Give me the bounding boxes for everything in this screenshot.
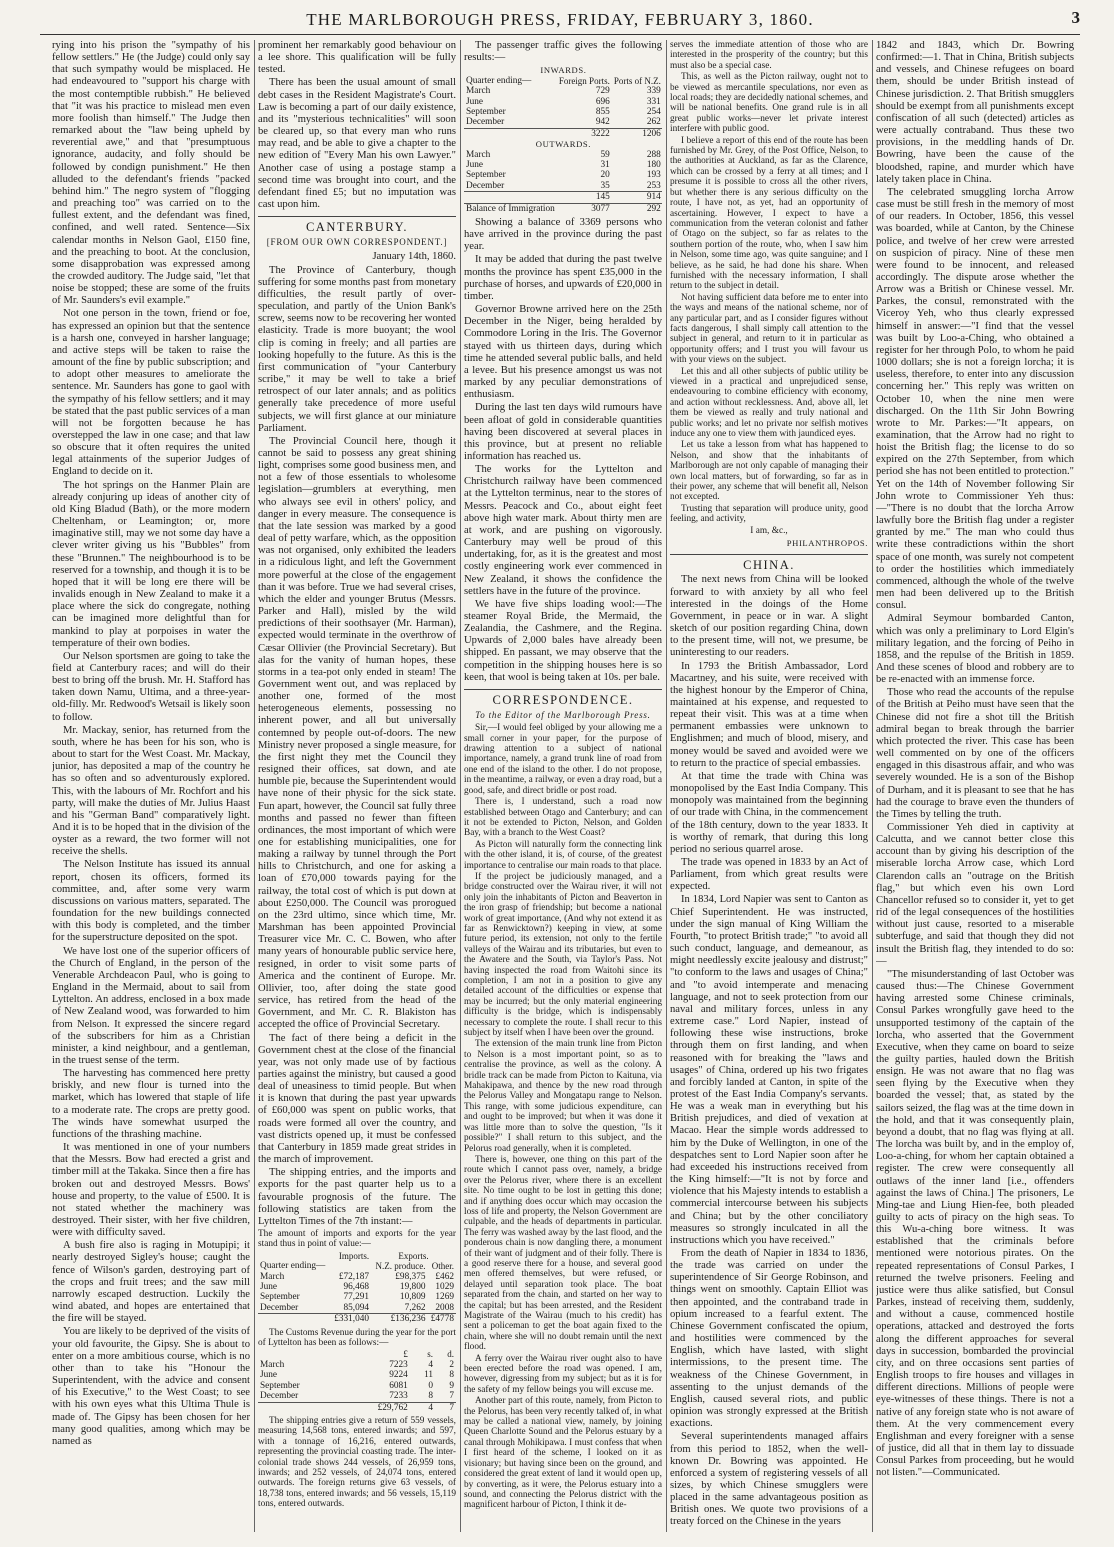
article-paragraph: The Province of Canterbury, though suffering for some months past from monetary difficulties, the result partly of over-speculation, and partly of the Union Bank's screw, seems now to be recovering her wonted elasticity. Trade is more buoyant; the wool clip is coming in freely; and all parties are looking hopefully to the future. As this is the first communication of "your Canterbury scribe," it may be well to take a brief retrospect of our later annals; and as politics generally take precedence of more useful subjects, we will first glance at our miniature Parliament.: [258, 264, 456, 434]
column-rule: [872, 40, 873, 1532]
table-row: September 855 254: [466, 106, 661, 117]
article-paragraph: Those who read the accounts of the repulse of the British at Peiho must have seen that the Chinese did not fire a shot till the British admiral began to break through the barrier which protected the river. This case has been well commented on by one of the officers engaged in this disastrous affair, and who was severely wounded. He is a son of the Bishop of Durham, and it is pleasant to see that he has had the courage to brave even the thunders of the Times by telling the truth.: [876, 687, 1074, 820]
table-row: September 20 193: [466, 170, 661, 181]
table-row: June 96,468 19,800 1029: [260, 1282, 454, 1293]
page-number: 3: [1071, 8, 1080, 27]
trade-table: [258, 1251, 456, 1325]
article-paragraph: In 1834, Lord Napier was sent to Canton as Chief Superintendent. He was instructed, under the sign manual of King William the Fourth, "to protect British trade;" "to avoid all such conduct, language, and demeanour, as might needlessly excite jealousy and distrust;" "to conform to the laws and usages of China;" and "to avoid intemperate and menacing language, and not to seek protection from our naval and military forces, unless in any extreme case." Lord Napier, instead of following these wise instructions, broke through them on first landing, and when reasoned with for breaking the "laws and usages" of China, ordered up his two frigates and forcibly landed at Canton, in spite of the protest of the East India Company's servants. He was a weak man in everything but his British prejudices, and died of vexation at Macao. Hear the simple words addressed to him by the Duke of Wellington, in one of the despatches sent to Lord Napier soon after he had exceeded his instructions received from the King himself:—"It is not by force and violence that his Majesty intends to establish a commercial intercourse between his subjects and China; but by the other conciliatory measures so strongly inculcated in all the instructions which you have received.": [670, 894, 868, 1246]
customs-table: £ s. d. March 7223 4 2 June 9224 11 8 September 6081 0 9 December 7233 8 7 £29,762 4 7: [260, 1349, 454, 1413]
masthead: [40, 6, 1080, 35]
correspondent-note: [FROM OUR OWN CORRESPONDENT.]: [266, 237, 448, 248]
article-paragraph: The next news from China will be looked forward to with anxiety by all who feel interested in the doings of the Home Government, in peace or in war. A slight sketch of our position regarding China, down to the present time, will not, we presume, be uninteresting to our readers.: [670, 574, 868, 659]
article-paragraph: Commissioner Yeh died in captivity at Calcutta, and we cannot better close this account than by giving his description of the miserable lorcha Arrow case, which Lord Clarendon calls an "outrage on the British flag," but which even his own Lord Chancellor refused so to consider it, yet to get rid of the legal consequences of the hostilities without just cause, resorted to a miserable subterfuge, and said that though they did not insult the British flag, they intended to do so:—: [876, 822, 1074, 967]
table-row: June 9224 11 8: [260, 1370, 454, 1381]
letter-signature: PHILANTHROPOS.: [786, 538, 868, 549]
article-paragraph: The works for the Lyttelton and Christchurch railway have been commenced at the Lyttelton terminus, near to the stores of Messrs. Peacock and Co., about eight feet above high water mark. About thirty men are at work, and are pushing on vigorously. Canterbury may well be proud of this undertaking, for, as it is the greatest and most costly engineering work ever commenced in New Zealand, it shows the confidence the settlers have in the future of the province.: [464, 464, 662, 597]
article-paragraph: It was mentioned in one of your numbers that the Messrs. Bow had erected a grist and timber mill at the Takaka. Since then a fire has broken out and destroyed Messrs. Bows' house and property, to the value of £500. It is not stated whether the machinery was destroyed. Their sister, with her five children, were with difficulty saved.: [52, 1142, 250, 1239]
letter-paragraph: Sir,—I would feel obliged by your allowing me a small corner in your paper, for the purpose of drawing attention to a subject of national importance, namely, a grand trunk line of road from one end of the island to the other. I do not propose, in the meantime, a railway, or even a dray road, but a good, safe, and direct bridle or post road.: [464, 723, 662, 796]
column-5: [876, 40, 1074, 1532]
row-label: Quarter ending—: [260, 1261, 326, 1272]
table-row: December 7233 8 7: [260, 1391, 454, 1402]
section-heading-canterbury: CANTERBURY.: [305, 220, 409, 235]
letter-paragraph: Let us take a lesson from what has happened to Nelson, and show that the inhabitants of Marlborough are not only capable of managing their own local matters, but of forwarding, so far as in their power, any scheme that will benefit all, Nelson not excepted.: [670, 440, 868, 503]
article-paragraph: Not one person in the town, friend or foe, has expressed an opinion but that the sentence is a harsh one, conveyed in harsher language; and active steps will be taken to raise the amount of the fine by public subscription; and to adopt other measures to ameliorate the sentence. Mr. Saunders has gone to gaol with the sympathy of his fellow settlers; and it may be stated that the past public services of a man will not be forgotten because he has overstepped the law in one case; and that law so obscure that it often requires the united legal attainments of the superior Judges of England to decide on it.: [52, 308, 250, 478]
table-subheading: INWARDS.: [540, 65, 587, 76]
article-paragraph: During the last ten days wild rumours have been afloat of gold in considerable quantities having been discovered at several places in this province, but at present no reliable information has reached us.: [464, 402, 662, 462]
passenger-table: INWARDS. Quarter ending— Foreign Ports. Ports of N.Z. March 729 339 June 696 331 September 855 254 December 942 262 3222 1206 OUTWARDS. March 59 288 June 31 180 September 20 193 December 35 253 145 914 Balance of Immigration 3077 292: [466, 65, 661, 214]
article-paragraph: Showing a balance of 3369 persons who have arrived in the province during the past year.: [464, 217, 662, 253]
letter-closing: I am, &c.,: [750, 525, 788, 536]
letter-paragraph: Let this and all other subjects of public utility be viewed in a practical and unprejudiced sense, endeavouring to combine efficiency with economy, and action without recklessness. And, above all, let them be viewed as really and truly national and public works; and let no private nor selfish motives induce any one to view them with jaundiced eyes.: [670, 366, 868, 440]
table-total-row: 3222 1206: [464, 128, 662, 139]
article-paragraph: At that time the trade with China was monopolised by the East India Company. This monopoly was maintained from the beginning of our trade with China, in the commencement of the 18th century, down to the year 1833. It is worthy of remark, that during this long period no serious quarrel arose.: [670, 770, 868, 855]
article-paragraph: The Provincial Council here, though it cannot be said to possess any great shining light, comprises some good business men, and not a few of those essentials to wholesome legislation—grumblers at everything, men who always see evil in others' policy, and danger in every measure. The consequence is that the late session was marked by a good deal of petty warfare, which, as the opposition was not organised, only exhibited the leaders in a ridiculous light, and left the Government more powerful at the close of the engagement than it was before. True we had several crises, which the elder and younger Brutus (Messrs. Parker and Hall), misled by the wild predictions of their soothsayer (Mr. Harman), expected would terminate in the overthrow of Cæsar Ollivier (the Provincial Secretary). But alas for the vanity of human hopes, these storms in a tea-pot only ended in steam! The Government went out, and was replaced by another one, formed of the most heterogeneous elements, possessing no inherent power, and all but universally contemned by people out-of-doors. The new Ministry never proposed a single measure, for the first night they met the Council they resigned their offices, sat down, and ate humble pie, because the Superintendent would have none of their physic for the sick state. Fun apart, however, the Council sat fully three months and passed no fewer than fifteen ordinances, the most important of which were one for establishing municipalities, one for making a railway by tunnel through the Port hills to Christchurch, and one for asking a loan of £70,000 towards paying for the railway, the total cost of which is put down at about £250,000. The Council was prorogued on the 23rd ultimo, since which time, Mr. Marshman has been appointed Provincial Treasurer vice Mr. C. C. Bowen, who after many years of honourable public service here, resigned, in order to visit some parts of America and the continent of Europe. Mr. Ollivier, too, after doing the state good service, has retired from the head of the Government, and Mr. C. R. Blakiston has accepted the office of Provincial Secretary.: [258, 435, 456, 1031]
table-total-row: 145 914: [464, 192, 662, 203]
section-divider: [670, 554, 868, 555]
section-heading-china: CHINA.: [743, 558, 795, 573]
table-row: March 7223 4 2: [260, 1359, 454, 1370]
letter-addressee: To the Editor of the Marlborough Press.: [475, 710, 651, 721]
column-2: [258, 40, 456, 1532]
table-row: June 31 180: [466, 159, 661, 170]
column-rule: [254, 40, 255, 1532]
table-row: December 942 262: [466, 117, 661, 128]
table-row: December 35 253: [466, 180, 661, 191]
letter-paragraph: This, as well as the Picton railway, ought not to be viewed as mercantile speculations, nor even as local roads; they are decidedly national schemes, and will be national benefits. One grand rule is in all great public works—never let private interest interfere with public good.: [670, 72, 868, 135]
letter-paragraph: Another part of this route, namely, from Picton to the Pelorus, has been very recently talked of, in what may be called a national view, namely, by joining Queen Charlotte Sound and the Pelorus estuary by a canal through Mohikipawa. I must confess that when I first heard of the scheme, I looked on it as visionary; but having since been on the ground, and considered the great extent of land it would open up, by converting, as it were, the Pelorus estuary into a sound, and connecting the Pelorus district with the magnificent harbour of Picton, I think it de-: [464, 1396, 662, 1511]
column-rule: [666, 40, 667, 1532]
letter-paragraph: There is, however, one thing on this part of the route which I cannot pass over, namely, a bridge over the Pelorus river, where there is an excellent site. No time ought to be lost in getting this done; and if anything does occur which may occasion the loss of life and property, the Nelson Government are culpable, and the heads of departments in particular. The ferry was washed away by the last flood, and the ponderous chain is now dangling there, a monument of their want of judgment and of their folly. There is a good reserve there for a house, and several good men offered themselves, but were refused, or delayed until separation took place. The boat separated from the chain, and started on her way to the capital; but has been arrested, and the Resident Magistrate of the Wairau (much to his credit) has sent a policeman to get the boat again fixed to the chain, where she will no doubt remain until the next flood.: [464, 1154, 662, 1353]
article-paragraph: In 1793 the British Ambassador, Lord Macartney, and his suite, were received with the highest honour by the Emperor of China, maintained at his expense, and requested to repeat their visit. This was at a time when permanent embassies were unknown to Englishmen; and much of blood, misery, and money would be saved and avoided were we to return to the practice of special embassies.: [670, 660, 868, 769]
article-paragraph: Our Nelson sportsmen are going to take the field at Canterbury races; and will do their best to bring off the brush. Mr. H. Stafford has taken down Namu, Ultima, and a three-year-old-filly. Mr. Redwood's Wetsail is likely soon to follow.: [52, 650, 250, 723]
letter-paragraph: The extension of the main trunk line from Picton to Nelson is a most important point, so as to centralise the province, as well as the colony. A bridle track can be made from Picton to Kaituna, via Mahakipawa, and thence by the new road through the Pelorus Valley and Mongatapu range to Nelson. This range, with some judicious expenditure, can and ought to be improved; but when it was done it was little more than to solve the question, "Is it possible?" I shall return to this subject, and the Pelorus road generally, when it is completed.: [464, 1039, 662, 1154]
article-paragraph: Admiral Seymour bombarded Canton, which was only a preliminary to Lord Elgin's military legation, and the forcing of Peiho in 1858, and the repulse of the British in 1859. And these scenes of blood and robbery are to be re-enacted with an immense force.: [876, 613, 1074, 686]
article-paragraph: The trade was opened in 1833 by an Act of Parliament, from which great results were expected.: [670, 857, 868, 893]
col-header: Other.: [431, 1261, 454, 1272]
article-paragraph: 1842 and 1843, which Dr. Bowring confirmed:—1. That in China, British subjects and vessels, and Chinese refugees on board them, should be under British instead of Chinese jurisdiction. 2. That British smugglers should be exempt from all punishments except confiscation of all such (detected) articles as were actually contraband. Thus these two provisions, in the meddling hands of Dr. Bowring, have been the cause of the bloodshed, rapine, and murder which have lately taken place in China.: [876, 40, 1074, 185]
table-total-row: £29,762 4 7: [258, 1402, 456, 1413]
article-paragraph: The shipping entries, and the imports and exports for the past quarter help us to a favourable prognosis of the future. The following statistics are taken from the Lyttelton Times of the 7th instant:—: [258, 1167, 456, 1227]
article-paragraph: It may be added that during the past twelve months the province has spent £35,000 in the purchase of horses, and upwards of £20,000 in timber.: [464, 254, 662, 302]
article-paragraph: We have lost one of the superior officers of the Church of England, in the person of the Venerable Archdeacon Paul, who is going to England in the Mermaid, about to sail from Lyttelton. An address, enclosed in a box made of New Zealand wood, was forwarded to him from Nelson. It expressed the sincere regard of the subscribers for him as a Christian minister, a kind neighbour, and a gentleman, in the truest sense of the term.: [52, 945, 250, 1066]
article-paragraph: The harvesting has commenced here pretty briskly, and new flour is turned into the market, which has lowered that staple of life to a moderate rate. The crops are pretty good. The winds have somewhat usurped the functions of the thrashing machine.: [52, 1068, 250, 1140]
column-1: [52, 40, 250, 1532]
section-divider: [464, 689, 662, 690]
letter-paragraph: If the project be judiciously managed, and a bridge constructed over the Wairau river, it will not only join the inhabitants of Picton and Beaverton in the iron grasp of friendship; but become a national work of great importance, (And why not extend it as far as Renwicktown?) keeping in view, at some future period, its extension, not only to the fertile valleys of the Wairau and its tributaries, but even to the Awatere and the South, via Taylor's Pass. Not having inspected the road from Waitohi since its completion, I am not in a position to give any detailed account of the difficulties or expense that may be incurred; but the only material engineering difficulty is the bridge, which is indispensably necessary to complete the route. I shall recur to this subject by itself when I have been over the ground.: [464, 871, 662, 1039]
section-divider: [258, 216, 456, 217]
table-row: September 77,291 10,809 1269: [260, 1292, 454, 1303]
letter-paragraph: As Picton will naturally form the connecting link with the other island, it is, of course, of the greatest importance to centralise our main roads to that place.: [464, 839, 662, 871]
letter-paragraph: There is, I understand, such a road now established between Otago and Canterbury; and can it not be extended to Picton, Nelson, and Golden Bay, with a branch to the West Coast?: [464, 797, 662, 839]
article-paragraph: Mr. Mackay, senior, has returned from the south, where he has been for his son, who is about to start for the West Coast. Mr. Mackay, junior, has deposited a map of the country he has so often and so adventurously explored. This, with the labours of Mr. Rochfort and his party, will make the duties of Mr. Julius Haast and his "German Band" comparatively light. And it is to be hoped that in the division of the oyster as a reward, the two former will not receive the shells.: [52, 724, 250, 858]
balance-row: Balance of Immigration 3077 292: [466, 203, 661, 214]
col-header: Exports.: [398, 1250, 429, 1261]
article-paragraph: The celebrated smuggling lorcha Arrow case must be still fresh in the memory of most of our readers. In October, 1856, this vessel was boarded, while at Canton, by the Chinese police, and twelve of her crew were arrested on suspicion of piracy. Nine of these men were found to be innocent, and released accordingly. The dispute arose whether the Arrow was a British or Chinese vessel. Mr. Parkes, the consul, remonstrated with the Viceroy Yeh, who thus clearly expressed himself in answer:—"I find that the vessel was built by Loo-a-Ching, who obtained a register for her through Polo, to whom he paid 1000 dollars; she is not a foreign lorcha; it is useless, therefore, to enter into any discussion concerning her." This reply was written on October 10, when the nine men were discharged. On the 11th Sir John Bowring wrote to Mr. Parkes:—"It appears, on examination, that the Arrow had no right to hoist the British flag; the license to do so expired on the 27th September, from which period she has not been entitled to protection." Yet on the 14th of November following Sir John wrote to Commissioner Yeh thus:—"There is no doubt that the lorcha Arrow lawfully bore the British flag under a register granted by me." The man who could thus write these contradictions within the short space of one month, was surely not competent to order the hostilities which immediately commenced, although the whole of the twelve men had been delivered up to the British consul.: [876, 186, 1074, 612]
article-paragraph: There has been the usual amount of small debt cases in the Resident Magistrate's Court. Law is becoming a part of our daily existence, and its "mysterious technicalities" will soon be cleared up, so that every man who runs may read, and be able to give a chapter to the new edition of "Every Man his own Lawyer." Another case of using a postage stamp a second time was brought into court, and the defendant fined £5; but no imputation was cast upon him.: [258, 77, 456, 211]
table-row: September 6081 0 9: [260, 1380, 454, 1391]
article-paragraph: "The misunderstanding of last October was caused thus:—The Chinese Government having arrested some Chinese criminals, Consul Parkes wrongfully gave heed to the unsupported testimony of the captain of the lorcha, who asserted that the Government Executive, when they came on board to seize the guilty parties, hauled down the British ensign. He was not aware that no flag was seen flying by the Executive when they boarded the vessel; that, as stated by the sailors seized, the flag was at the time down in the hold, and that it was consequently plain, beyond a doubt, that no flag was flying at all. The lorcha was built by, and in the employ of, Loo-a-ching, for whom her captain obtained a register. The crew were consequently all outlaws of the inner land [i.e., offenders against the laws of China.] The prisoners, Le Ming-tae and Liung Hien-fee, both pleaded guilty to acts of piracy on the high seas. To this Wu-a-ching bore witness. It was established that the criminals before mentioned were notorious pirates. On the repeated representations of Consul Parkes, I returned the twelve prisoners. Feeling and justice were thus alike satisfied, but Consul Parkes, instead of receiving them, suddenly, and without a cause, commenced hostile operations, attacked and destroyed the forts along the different approaches for several days in succession, bombarded the provincial city, and on three occasions sent parties of English troops to fire houses and villages in different directions. Millions of people were eye-witnesses of these things. There is not a native of any foreign state who is not aware of them. At the very commencement every Englishman and every foreigner with a sense of justice, did all that in them lay to dissuade Consul Parkes from proceeding, but he would not listen."—Communicated.: [876, 968, 1074, 1479]
table-caption: The amount of imports and exports for the year stand thus in point of value:—: [258, 1229, 456, 1250]
col-header: N.Z. produce.: [375, 1261, 426, 1272]
article-paragraph: The passenger traffic gives the following results:—: [464, 40, 662, 64]
article-paragraph: You are likely to be deprived of the visits of your old favourite, the Gipsy. She is about to enter on a more ambitious course, which is no other than to take his "Honour the Superintendent, with the advice and consent of his Executive," to the West Coast; to see with his own eyes what this Ultima Thule is made of. The Gipsy has been chosen for her many good qualities, among which may be named as: [52, 1326, 250, 1447]
article-paragraph: The shipping entries give a return of 559 vessels, measuring 14,568 tons, entered inwards; and 597, with a tonnage of 16,216, entered outwards, representing the provincial coasting trade. The inter-colonial trade shows 244 vessels, of 26,959 tons, inwards; and 252 vessels, of 24,074 tons, entered outwards. The foreign returns give 63 vessels, of 18,738 tons, entered inwards; and 56 vessels, 15,119 tons, entered outwards.: [258, 1415, 456, 1510]
article-paragraph: Several superintendents managed affairs from this period to 1852, when the well-known Dr. Bowring was appointed. He enforced a system of registering vessels of all sizes, by which Chinese smugglers were placed in the same advantageous position as British ones. We quote two provisions of a treaty forced on the Chinese in the years: [670, 1431, 868, 1528]
letter-paragraph: Not having sufficient data before me to enter into the ways and means of the national scheme, nor of any particular part, and as I consider figures without facts dangerous, I shall simply call attention to the subject in general, and return to it in particular as opportunity offers; and I trust you will favour us with your views on the subject.: [670, 292, 868, 366]
section-heading-correspondence: CORRESPONDENCE.: [492, 692, 634, 707]
col-header: Imports.: [338, 1250, 370, 1261]
letter-paragraph: Trusting that separation will produce unity, good feeling, and activity,: [670, 503, 868, 525]
letter-paragraph: A ferry over the Wairau river ought also to have been erected before the road was opened. I am, however, digressing from my subject; but as it is for the safety of my fellow beings you will excuse me.: [464, 1353, 662, 1395]
table-row: June 696 331: [466, 96, 661, 107]
dateline: January 14th, 1860.: [372, 250, 456, 262]
newspaper-title: THE MARLBOROUGH PRESS, FRIDAY, FEBRUARY 3, 1860.: [306, 10, 814, 29]
article-paragraph: A bush fire also is raging in Motupipi; it nearly destroyed Sigley's house; caught the fence of Wilson's garden, destroying part of the crops and fruit trees; and the saw mill narrowly escaped destruction. Luckily the wind abated, and hopes are entertained that the fire will be stayed.: [52, 1240, 250, 1325]
column-3: [464, 40, 662, 1532]
table-total-row: £331,040 £136,236 £4778: [258, 1314, 456, 1325]
article-paragraph: rying into his prison the "sympathy of his fellow settlers." He (the Judge) could only say that such sympathy would be misplaced. He had endeavoured to "support his charge with the most contemptible rubbish." He believed that "it was his practice to mislead men even more foolish than himself." The Judge then remarked about the "law being upheld by reverential awe," and that "presumptuous ignorance, audacity, and folly should be followed by condign punishment." He then alluded to the defendant's friends "packed behind him." The negro system of "flogging and preaching too" was carried on to the fullest extent, and the defendant was fined, confined, and well rated. Sentence—Six calendar months in Nelson Gaol, £150 fine, and the preaching to boot. At the conclusion, some disapprobation was expressed among the crowded auditory. The Judge said, "let that noise be stopped; these are some of the fruits of Mr. Saunders's evil example.": [52, 40, 250, 307]
article-paragraph: From the death of Napier in 1834 to 1836, the trade was carried on under the superintendence of Sir George Robinson, and things went on smoothly. Captain Elliot was then appointed, and the contraband trade in opium increased to a fearful extent. The Chinese Government confiscated the opium, and hostilities were commenced by the English, which have lasted, with slight intermissions, to the present time. The weakness of the Chinese Government, in assenting to the unjust demands of the English, caused several riots, and public opinion was strongly expressed at the British exactions.: [670, 1248, 868, 1430]
article-paragraph: The hot springs on the Hanmer Plain are already conjuring up ideas of another city of old King Bladud (Bath), or the more modern Cheltenham, or Leamington; or, more imaginative still, may we not some day have a clever writer giving us his "Bubbles" from these "Brunnen." The neighbourhood is to be reserved for a township, and though it is to be hoped that it will be long ere there will be invalids enough in New Zealand to make it a place where the sick do congregate, nothing can be imagined more delightful than for mankind to play at porpoises in water the temperature of their own bodies.: [52, 479, 250, 649]
article-paragraph: We have five ships loading wool:—The steamer Royal Bride, the Mermaid, the Zealandia, the Cashmere, and the Regina. Upwards of 2,000 bales have already been shipped. En passant, we may observe that the competition in the shipping houses here is so keen, that wool is being taken at 10s. per bale.: [464, 598, 662, 683]
table-row: March 59 288: [466, 149, 661, 160]
table-row: December 85,094 7,262 2008: [260, 1302, 454, 1313]
article-paragraph: The Nelson Institute has issued its annual report, chosen its officers, formed its committee, and, after some very warm discussions on various matters, separated. The foundation for the new buildings connected with this body is completed, and the timber for the superstructure deposited on the spot.: [52, 859, 250, 944]
column-rule: [460, 40, 461, 1532]
article-paragraph: The fact of there being a deficit in the Government chest at the close of the financial year, was not only made use of by factious parties against the ministry, but caused a good deal of uneasiness to timid people. But when it is known that during the past year upwards of £60,000 was spent on public works, that roads were formed all over the country, and vast districts opened up, it must be confessed that Canterbury in 1859 made great strides in the march of improvement.: [258, 1032, 456, 1166]
letter-paragraph: serves the immediate attention of those who are interested in the prosperity of the country; but this must also be a special case.: [670, 40, 868, 71]
article-paragraph: Governor Browne arrived here on the 25th December in the Niger, being heralded by Commodore Loring in the Iris. The Governor stayed with us thirteen days, during which time he attended several public balls, and held a levee. But his presence amongst us was not marked by any peculiar demonstrations of enthusiasm.: [464, 304, 662, 401]
letter-paragraph: I believe a report of this end of the route has been furnished by Mr. Grey, of the Post Office, Nelson, to the authorities at Auckland, as far as the Clarence, which can be crossed by a ferry at all times; and I presume it is possible to cross all the other rivers, but whether there is any serious difficulty on the route, I have not, as yet, had an opportunity of ascertaining. However, I expect to have a communication from the veteran colonist and father of Otago on the subject, so far as relates to the southern portion of the route, who, when I saw him in Nelson, some time ago, was quite sanguine; and I believe, as he said, he had done his share. When furnished with the necessary information, I shall return to the subject in detail.: [670, 135, 868, 292]
table-row: March 729 339: [466, 86, 661, 97]
article-paragraph: The Customs Revenue during the year for the port of Lyttelton has been as follows:—: [258, 1327, 456, 1349]
column-4: [670, 40, 868, 1532]
table-subheading: OUTWARDS.: [535, 139, 592, 150]
table-row: March £72,187 £98,375 £462: [260, 1271, 454, 1282]
article-paragraph: prominent her remarkably good behaviour on a lee shore. This qualification will be fully tested.: [258, 40, 456, 76]
